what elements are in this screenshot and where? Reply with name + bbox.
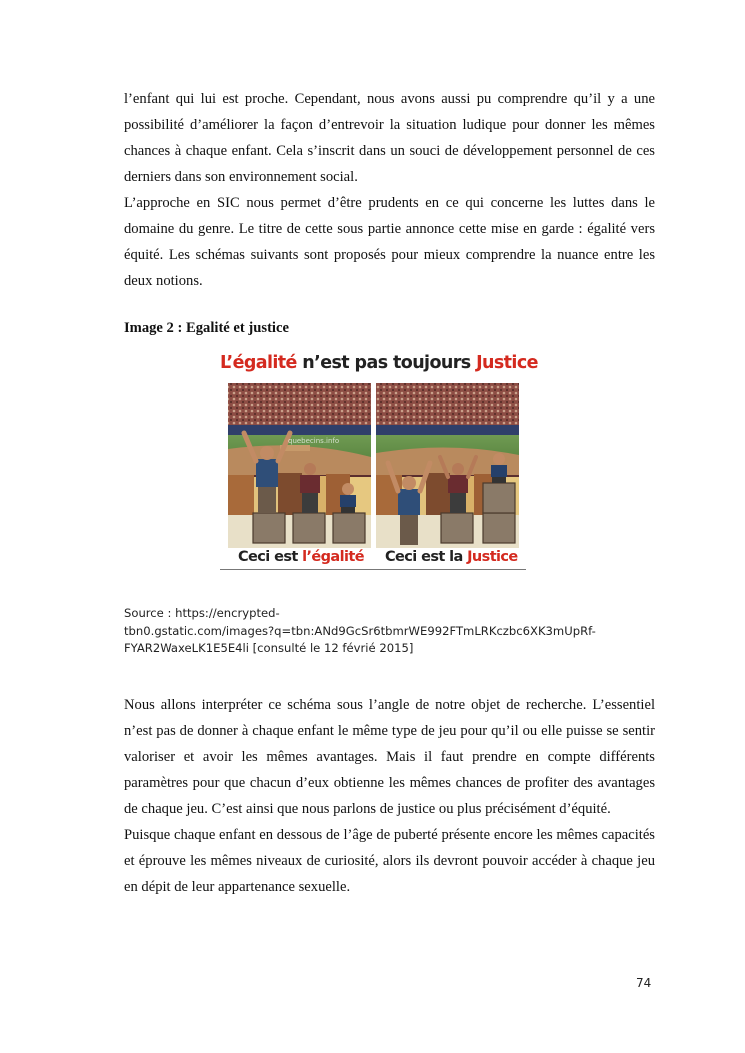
equality-label-word: l’égalité (302, 549, 364, 565)
figure-title-justice: Justice (476, 353, 538, 373)
justice-panel (376, 383, 519, 548)
paragraph-3: Nous allons interpréter ce schéma sous l’angle de notre objet de recherche. L’essentiel n’est pas de donner à chaque enfant le même type de jeu pour qu’il ou elle puisse se sentir valoriser et avoir les mêmes avantages. Mais il faut prendre en compte différents paramètres pour que chacun d’eux obtienne les mêmes chances de profiter des avantages de chaque jeu. C’est ainsi que nous parlons de justice ou plus précisément d’équité. (124, 697, 655, 817)
left-small-kid (340, 483, 356, 513)
paragraph-4: Puisque chaque enfant en dessous de l’âge de puberté présente encore les mêmes capacités et éprouve les mêmes niveaux de curiosité, alors ils devront pouvoir accéder à chaque jeu en dépit de leur appartenance sexuelle. (124, 827, 655, 895)
equality-label (238, 549, 364, 565)
body-paragraphs-top (124, 86, 655, 294)
body-paragraphs-bottom (124, 692, 655, 900)
page-number: 74 (636, 976, 652, 990)
figure-rule (220, 569, 526, 570)
paragraph-1: l’enfant qui lui est proche. Cependant, nous avons aussi pu comprendre qu’il y a une possibilité d’améliorer la façon d’entrevoir la situation ludique pour donner les mêmes chances à chaque enfant. Cela s’inscrit dans un souci de développement personnel de ces derniers dans son environnement social. (124, 91, 655, 185)
justice-label-word: Justice (467, 549, 518, 565)
source-line-2: tbn0.gstatic.com/images?q=tbn:ANd9GcSr6tbmrWE992FTmLRKczbc6XK3mUpRf- (124, 623, 596, 638)
equality-justice-figure (220, 349, 538, 571)
right-small-kid (491, 453, 507, 483)
source-line-3: FYAR2WaxeLK1E5E4li [consulté le 12 févrié 2015] (124, 641, 414, 655)
image-caption: Image 2 : Egalité et justice (124, 320, 289, 336)
paragraph-2: L’approche en SIC nous permet d’être prudents en ce qui concerne les luttes dans le domaine du genre. Le titre de cette sous partie annonce cette mise en garde : égalité vers équité. Les schémas suivants sont proposés pour mieux comprendre la nuance entre les deux notions. (124, 195, 655, 289)
source-note (124, 605, 596, 658)
equality-label-prefix: Ceci est (238, 549, 303, 565)
figure-illustration (220, 349, 526, 571)
source-line-1: Source : https://encrypted- (124, 606, 280, 620)
figure-watermark: quebecins.info (288, 437, 340, 445)
justice-label-prefix: Ceci est la (385, 549, 468, 565)
figure-title-equality: L’égalité (220, 353, 297, 373)
figure-title-middle: n’est pas toujours (296, 353, 477, 373)
left-boxes (253, 513, 365, 543)
equality-panel (228, 383, 371, 548)
justice-label (385, 549, 518, 565)
